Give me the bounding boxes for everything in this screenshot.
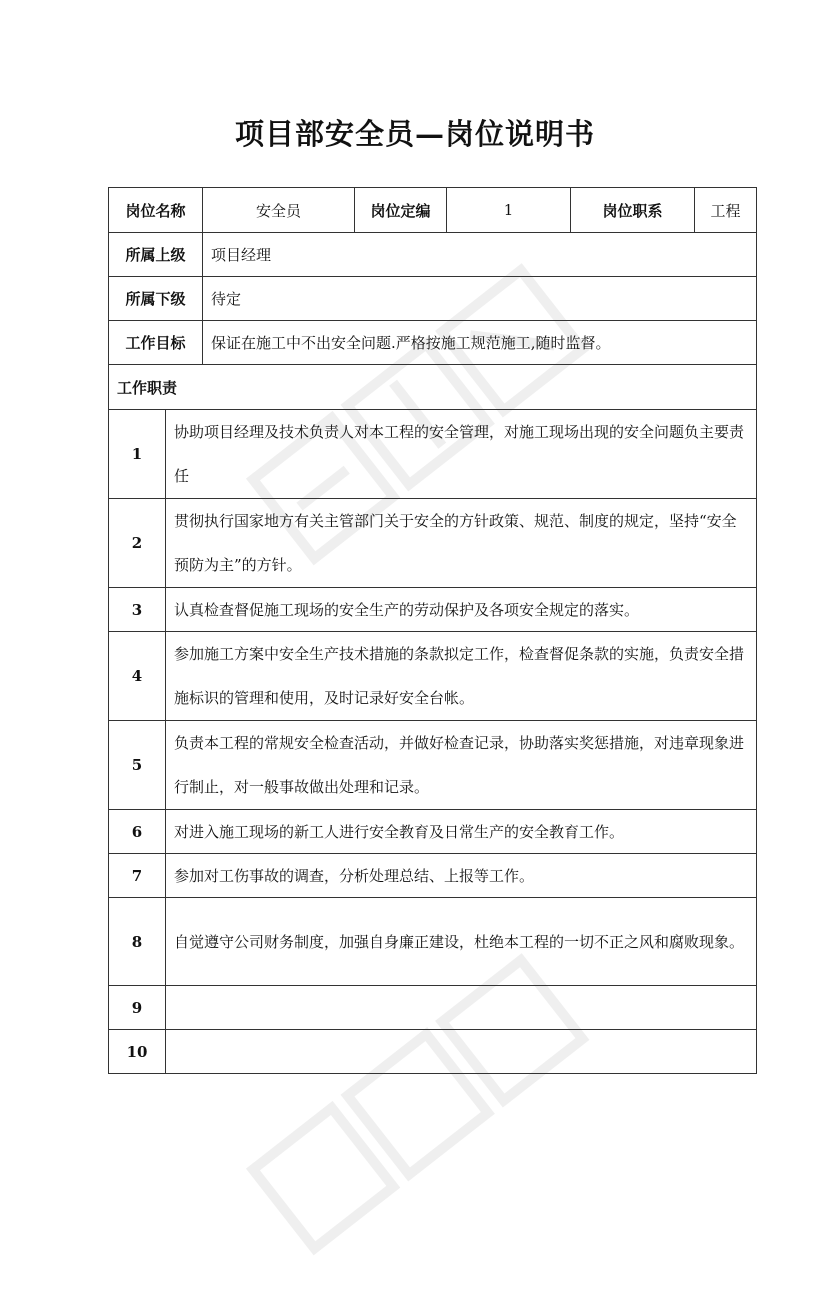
duty-row	[109, 410, 757, 499]
duty-number: 8	[109, 898, 166, 986]
duty-number: 7	[109, 854, 166, 898]
subordinate-value: 待定	[203, 277, 757, 321]
goal-label: 工作目标	[109, 321, 203, 365]
post-name-value: 安全员	[203, 188, 355, 233]
duty-text: 自觉遵守公司财务制度，加强自身廉正建设，杜绝本工程的一切不正之风和腐败现象。	[166, 898, 757, 986]
duty-text: 协助项目经理及技术负责人对本工程的安全管理，对施工现场出现的安全问题负主要责任	[166, 410, 757, 499]
post-quota-label: 岗位定编	[355, 188, 447, 233]
duties-header-row	[109, 365, 757, 410]
duties-label: 工作职责	[109, 365, 757, 410]
duty-text	[166, 1030, 757, 1074]
duty-number: 4	[109, 632, 166, 721]
duty-number: 2	[109, 499, 166, 588]
goal-value: 保证在施工中不出安全问题.严格按施工规范施工,随时监督。	[203, 321, 757, 365]
duty-text: 认真检查督促施工现场的安全生产的劳动保护及各项安全规定的落实。	[166, 588, 757, 632]
duty-text: 贯彻执行国家地方有关主管部门关于安全的方针政策、规范、制度的规定，坚持“安全预防为主”的方针。	[166, 499, 757, 588]
duty-number: 9	[109, 986, 166, 1030]
post-quota-value: 1	[447, 188, 571, 233]
duty-number: 1	[109, 410, 166, 499]
post-name-label: 岗位名称	[109, 188, 203, 233]
duty-row	[109, 499, 757, 588]
duty-row	[109, 854, 757, 898]
duty-row	[109, 632, 757, 721]
post-family-label: 岗位职系	[571, 188, 695, 233]
superior-row	[109, 233, 757, 277]
duty-row	[109, 588, 757, 632]
post-family-value: 工程	[695, 188, 757, 233]
job-description-table	[108, 187, 757, 1074]
superior-label: 所属上级	[109, 233, 203, 277]
duty-text	[166, 986, 757, 1030]
duty-number: 3	[109, 588, 166, 632]
duty-text: 负责本工程的常规安全检查活动，并做好检查记录，协助落实奖惩措施，对违章现象进行制止，对一般事故做出处理和记录。	[166, 721, 757, 810]
duty-text: 参加对工伤事故的调查，分析处理总结、上报等工作。	[166, 854, 757, 898]
subordinate-row	[109, 277, 757, 321]
duty-text: 对进入施工现场的新工人进行安全教育及日常生产的安全教育工作。	[166, 810, 757, 854]
post-info-row	[109, 188, 757, 233]
duty-row	[109, 1030, 757, 1074]
duty-text: 参加施工方案中安全生产技术措施的条款拟定工作，检查督促条款的实施，负责安全措施标识的管理和使用，及时记录好安全台帐。	[166, 632, 757, 721]
page-title: 项目部安全员—岗位说明书	[234, 117, 595, 151]
subordinate-label: 所属下级	[109, 277, 203, 321]
duty-row	[109, 810, 757, 854]
duty-number: 6	[109, 810, 166, 854]
duty-number: 5	[109, 721, 166, 810]
duty-row	[109, 898, 757, 986]
superior-value: 项目经理	[203, 233, 757, 277]
goal-row	[109, 321, 757, 365]
duty-number: 10	[109, 1030, 166, 1074]
duty-row	[109, 986, 757, 1030]
duty-row	[109, 721, 757, 810]
